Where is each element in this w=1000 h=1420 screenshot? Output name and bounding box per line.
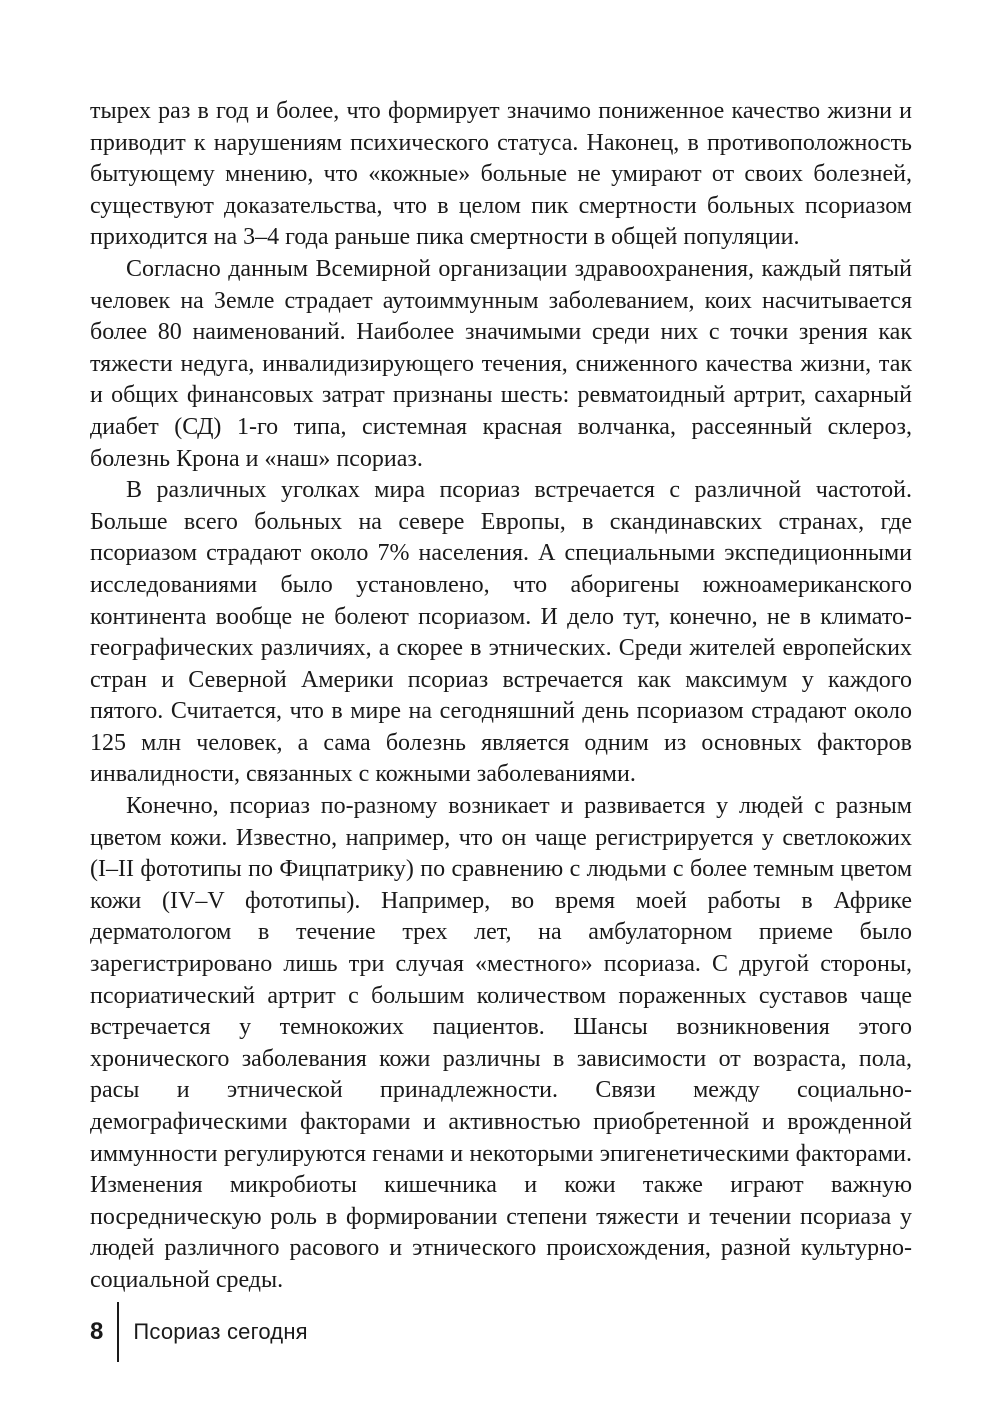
paragraph-geography: В различных уголках мира псориаз встречается с различной частотой. Больше всего больных на севере Европы, в скандинавских странах, где псориазом страдают около 7% населения. А специальными экспедиционными исследованиями было установлено, что аборигены южноамериканского континента вообще не болеют псориазом. И дело тут, конечно, не в климато-географических различиях, а скорее в этнических. Среди жителей европейских стран и Северной Америки псориаз встречается как максимум у каждого пятого. Считается, что в мире на сегодняшний день псориазом страдают около 125 млн человек, а сама болезнь является одним из основных факторов инвалидности, связанных с кожными заболеваниями.	[90, 477, 912, 788]
running-title: Псориаз сегодня	[133, 1319, 308, 1344]
body-text	[90, 96, 912, 1297]
paragraph-who-autoimmune: Согласно данным Всемирной организации здравоохранения, каждый пятый человек на Земле страдает аутоиммунным заболеванием, коих насчитывается более 80 наименований. Наиболее значимыми среди них с точки зрения как тяжести недуга, инвалидизирующего течения, сниженного качества жизни, так и общих финансовых затрат признаны шесть: ревматоидный артрит, сахарный диабет (СД) 1-го типа, системная красная волчанка, рассеянный склероз, болезнь Крона и «наш» псориаз.	[90, 255, 912, 472]
page-number: 8	[90, 1318, 104, 1345]
paragraph-skin-color: Конечно, псориаз по-разному возникает и развивается у людей с разным цветом кожи. Известно, например, что он чаще регистрируется у светлокожих (I–II фототипы по Фицпатрику) по сравнению с людьми с более темным цветом кожи (IV–V фототипы). Например, во время моей работы в Африке дерматологом в течение трех лет, на амбулаторном приеме было зарегистрировано лишь три случая «местного» псориаза. С другой стороны, псориатический артрит с большим количеством пораженных суставов чаще встречается у темнокожих пациентов. Шансы возникновения этого хронического заболевания кожи различны в зависимости от возраста, пола, расы и этнической принадлежности. Связи между социально-демографическими факторами и активностью приобретенной и врожденной иммунности регулируются генами и некоторыми эпигенетическими факторами. Изменения микробиоты кишечника и кожи также играют важную посредническую роль в формировании степени тяжести и течении псориаза у людей различного расового и этнического происхождения, разной культурно-социальной среды.	[90, 793, 912, 1293]
page-footer	[90, 1302, 308, 1362]
paragraph-continued: тырех раз в год и более, что формирует значимо пониженное качество жизни и приводит к нарушениям психического статуса. Наконец, в противоположность бытующему мнению, что «кожные» больные не умирают от своих болезней, существуют доказательства, что в целом пик смертности больных псориазом приходится на 3–4 года раньше пика смертности в общей популяции.	[90, 98, 912, 251]
